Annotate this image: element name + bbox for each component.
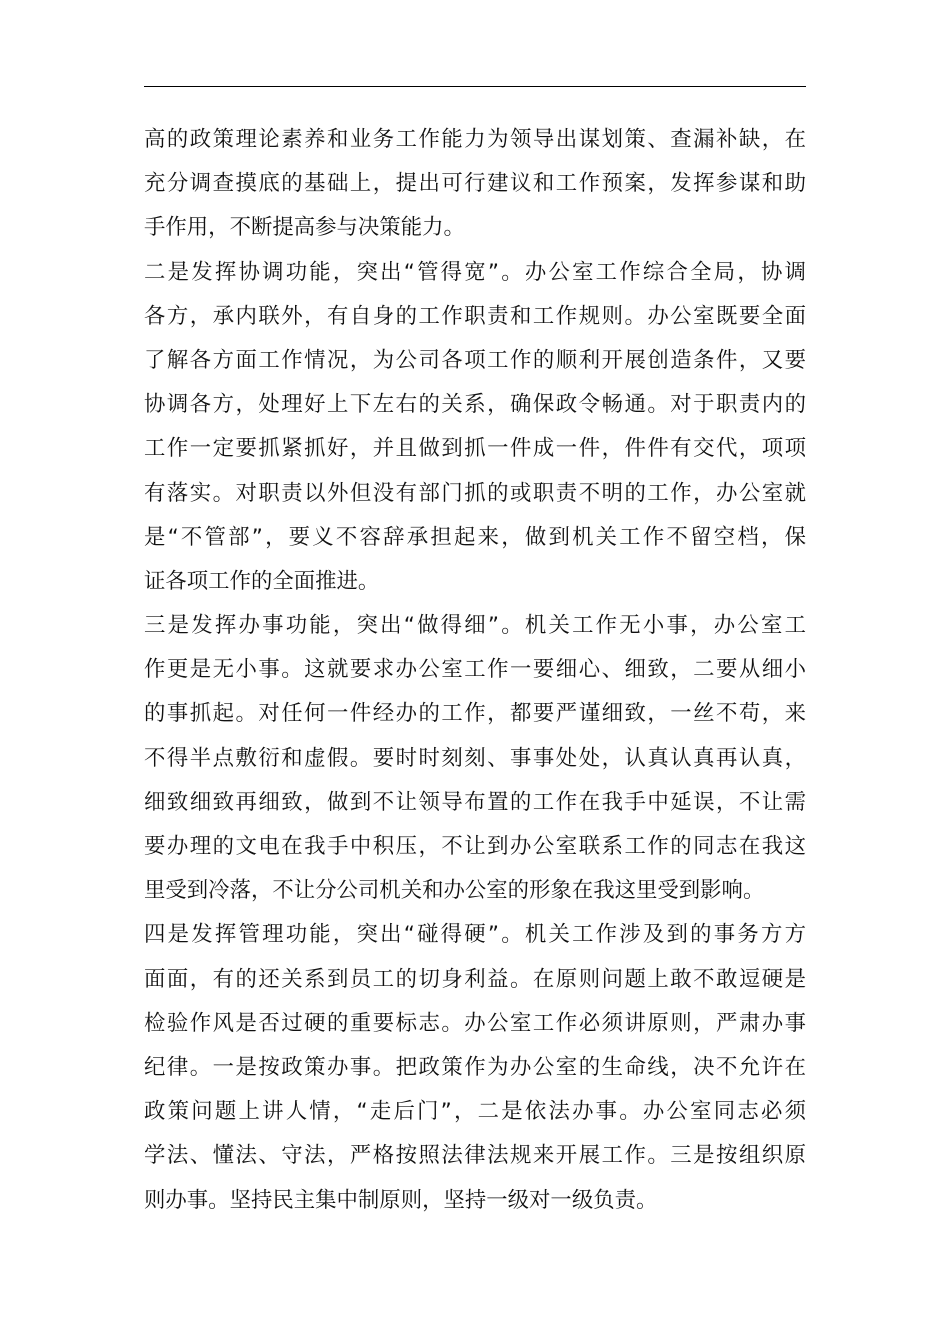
text-line: 二是发挥协调功能，突出“管得宽”。办公室工作综合全局，协调 bbox=[144, 259, 806, 285]
text-line: 面面，有的还关系到员工的切身利益。在原则问题上敢不敢逗硬是 bbox=[144, 966, 806, 992]
text-line: 细致细致再细致，做到不让领导布置的工作在我手中延误，不让需 bbox=[144, 789, 806, 815]
text-line: 有落实。对职责以外但没有部门抓的或职责不明的工作，办公室就 bbox=[144, 480, 806, 506]
text-line: 手作用，不断提高参与决策能力。 bbox=[144, 215, 465, 241]
text-line: 各方，承内联外，有自身的工作职责和工作规则。办公室既要全面 bbox=[144, 303, 806, 329]
text-line: 是“不管部”，要义不容辞承担起来，做到机关工作不留空档，保 bbox=[144, 524, 806, 550]
text-line: 了解各方面工作情况，为公司各项工作的顺利开展创造条件，又要 bbox=[144, 347, 806, 373]
text-line: 学法、懂法、守法，严格按照法律法规来开展工作。三是按组织原 bbox=[144, 1143, 806, 1169]
text-line: 作更是无小事。这就要求办公室工作一要细心、细致，二要从细小 bbox=[144, 657, 806, 683]
text-line: 协调各方，处理好上下左右的关系，确保政令畅通。对于职责内的 bbox=[144, 392, 806, 418]
header-rule bbox=[144, 86, 806, 87]
text-line: 里受到冷落，不让分公司机关和办公室的形象在我这里受到影响。 bbox=[144, 878, 765, 904]
text-line: 则办事。坚持民主集中制原则，坚持一级对一级负责。 bbox=[144, 1187, 658, 1213]
text-line: 工作一定要抓紧抓好，并且做到抓一件成一件，件件有交代，项项 bbox=[144, 436, 806, 462]
text-line: 证各项工作的全面推进。 bbox=[144, 568, 380, 594]
text-line: 要办理的文电在我手中积压，不让到办公室联系工作的同志在我这 bbox=[144, 834, 806, 859]
text-line: 纪律。一是按政策办事。把政策作为办公室的生命线，决不允许在 bbox=[144, 1054, 806, 1080]
text-line: 四是发挥管理功能，突出“碰得硬”。机关工作涉及到的事务方方 bbox=[144, 922, 806, 948]
text-line: 充分调查摸底的基础上，提出可行建议和工作预案，发挥参谋和助 bbox=[144, 171, 806, 197]
text-line: 不得半点敷衍和虚假。要时时刻刻、事事处处，认真认真再认真， bbox=[144, 745, 806, 771]
text-line: 检验作风是否过硬的重要标志。办公室工作必须讲原则，严肃办事 bbox=[144, 1010, 806, 1036]
text-line: 三是发挥办事功能，突出“做得细”。机关工作无小事，办公室工 bbox=[144, 613, 806, 639]
text-line: 高的政策理论素养和业务工作能力为领导出谋划策、查漏补缺，在 bbox=[144, 127, 806, 152]
body-text bbox=[144, 118, 806, 1223]
text-line: 政策问题上讲人情，“走后门”，二是依法办事。办公室同志必须 bbox=[144, 1099, 806, 1125]
text-line: 的事抓起。对任何一件经办的工作，都要严谨细致，一丝不苟，来 bbox=[144, 701, 806, 727]
